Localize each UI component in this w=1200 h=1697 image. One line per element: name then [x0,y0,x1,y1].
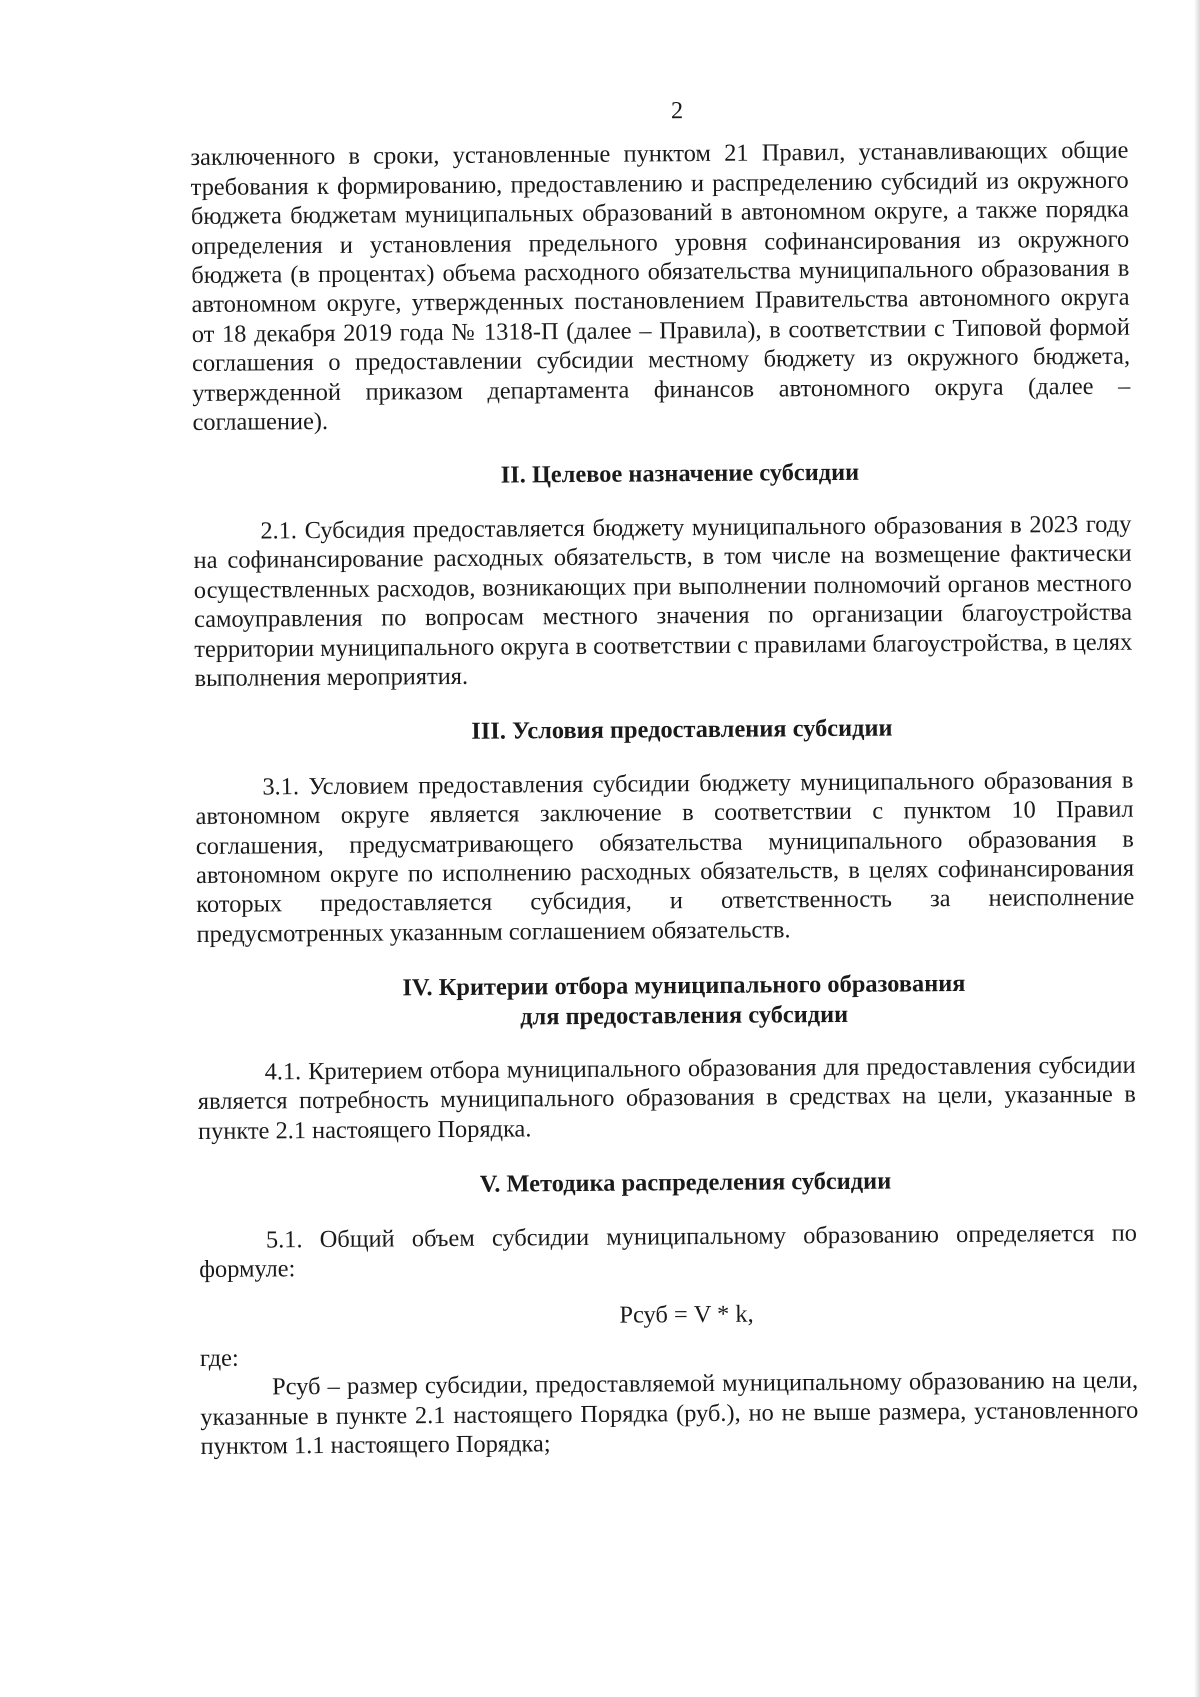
section-2-heading: II. Целевое назначение субсидии [500,459,860,490]
formula-definition: Рсуб – размер субсидии, предоставляемой муниципальному образованию на цели, указанные в пункте 2.1 настоящего Порядка (руб.), но не выше размера, установленного пунктом 1.1 настоящего Порядка; [200,1366,1139,1460]
formula-where-label: где: [199,1344,239,1372]
subsidy-formula: Рсуб = V * k, [619,1301,754,1330]
page-number: 2 [670,97,684,125]
section-4-heading-line1: IV. Критерии отбора муниципального образования [402,970,966,1002]
section-4-heading-line2: для предоставления субсидии [520,1000,849,1030]
intro-paragraph: заключенного в сроки, установленные пунктом 21 Правил, устанавливающих общие требования к формированию, предоставлению и распределению субсидий из окружного бюджета бюджетам муниципальных образований в автономном округе, а также порядка определения и установления предельного уровня софинансирования из окружного бюджета (в процентах) объема расходного обязательства муниципального образования в автономном округе, утвержденных постановлением Правительства автономного округа от 18 декабря 2019 года № 1318-П (далее – Правила), в соответствии с Типовой формой соглашения о предоставлении субсидии местному бюджету из окружного бюджета, утвержденной приказом департамента финансов автономного округа (далее – соглашение). [190,137,1131,437]
scan-edge-shadow [1194,0,1200,1697]
section-5-heading: V. Методика распределения субсидии [479,1167,892,1198]
section-5-paragraph: 5.1. Общий объем субсидии муниципальному образованию определяется по формуле: [199,1219,1138,1283]
section-3-heading: III. Условия предоставления субсидии [471,714,893,746]
document-page [190,93,1139,1462]
section-4-heading [197,968,1135,1034]
section-4-paragraph: 4.1. Критерием отбора муниципального образования для предоставления субсидии является потребность муниципального образования в средствах на цели, указанные в пункте 2.1 настоящего Порядка. [197,1051,1136,1145]
section-3-paragraph: 3.1. Условием предоставления субсидии бюджету муниципального образования в автономном округе является заключение в соответствии с пунктом 10 Правил соглашения, предусматривающего обязательства муниципального образования в автономном округе по исполнению расходных обязательств, в целях софинансирования которых предоставляется субсидия, и ответственность за неисполнение предусмотренных указанным соглашением обязательств. [195,766,1135,948]
section-2-paragraph: 2.1. Субсидия предоставляется бюджету муниципального образования в 2023 году на софинансирование расходных обязательств, в том числе на возмещение фактически осуществленных расходов, возникающих при выполнении полномочий органов местного самоуправления по вопросам местного значения по организации благоустройства территории муниципального округа в соответствии с правилами благоустройства, в целях выполнения мероприятия. [193,510,1133,692]
